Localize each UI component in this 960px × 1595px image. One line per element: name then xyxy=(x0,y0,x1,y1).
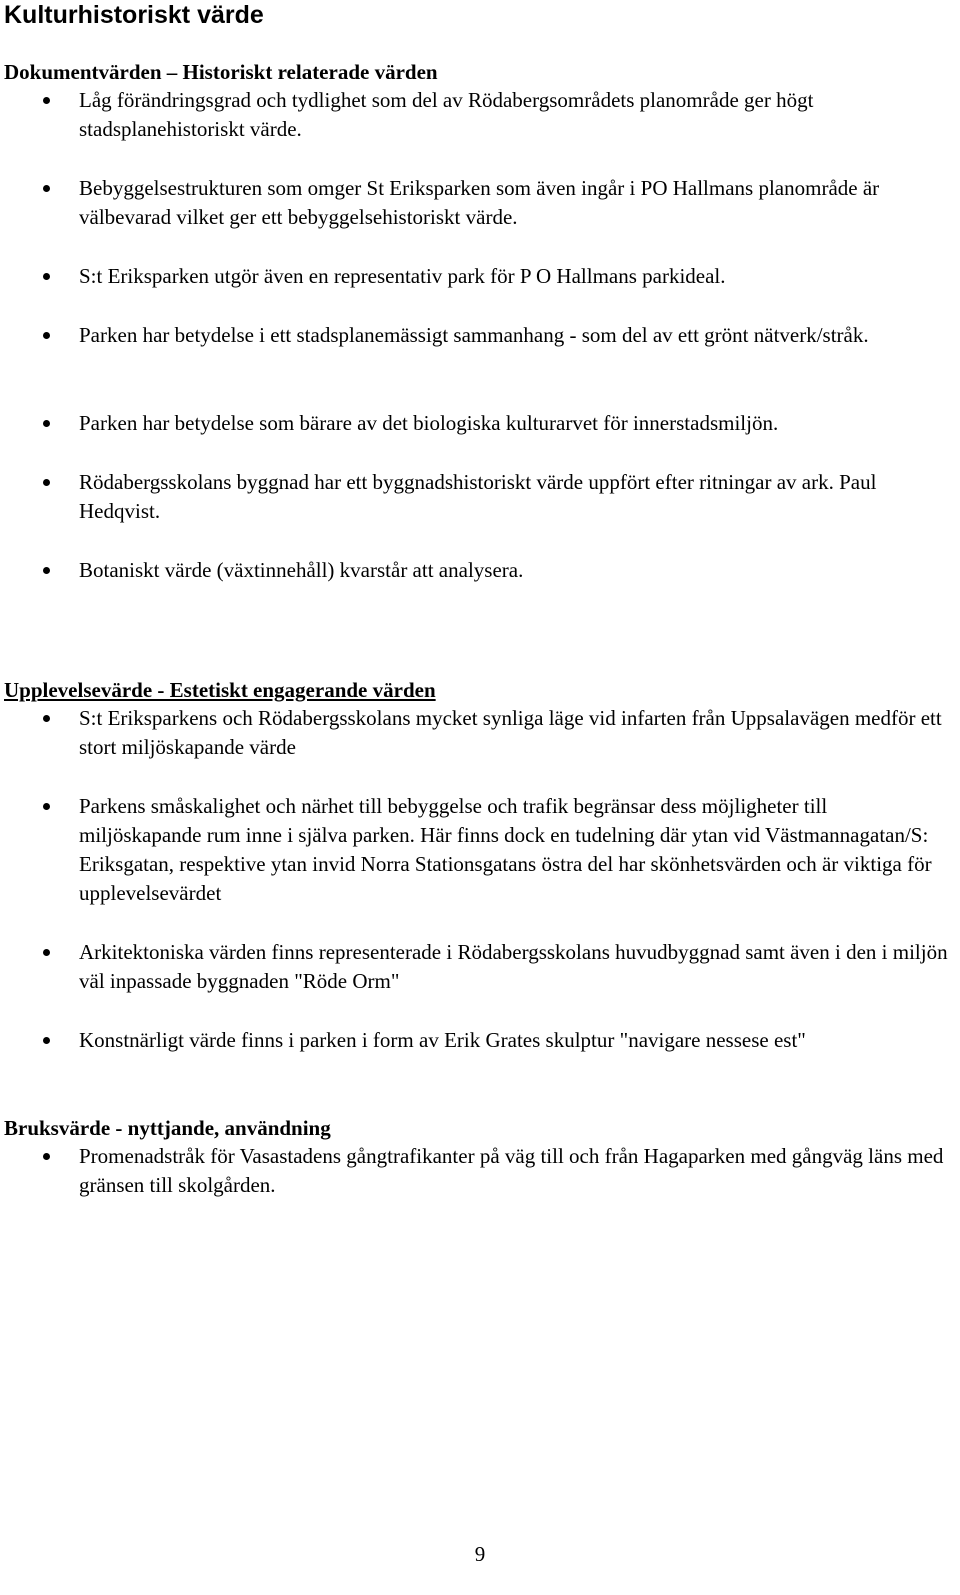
bullet-list xyxy=(4,704,954,1055)
list-item xyxy=(4,174,954,232)
list-item xyxy=(4,792,954,908)
list-item xyxy=(4,1142,954,1200)
section-heading: Bruksvärde - nyttjande, användning xyxy=(4,1116,331,1140)
list-item-text: Botaniskt värde (växtinnehåll) kvarstår att analysera. xyxy=(79,558,524,582)
page-number: 9 xyxy=(474,1542,486,1566)
list-item-text: Parkens småskalighet och närhet till bebyggelse och trafik begränsar dess möjligheter till miljöskapande rum inne i själva parken. Här finns dock en tudelning där ytan vid Västmannagatan/S: Eriksgatan, respektive ytan invid Norra Stationsgatans östra del har skönhetsvärden och är viktiga för upplevelsevärdet xyxy=(79,794,932,905)
list-item-text: Promenadstråk för Vasastadens gångtrafikanter på väg till och från Hagaparken med gångväg läns med gränsen till skolgården. xyxy=(79,1144,944,1197)
list-item-text: Arkitektoniska värden finns representerade i Rödabergsskolans huvudbyggnad samt även i den i miljön väl inpassade byggnaden "Röde Orm" xyxy=(79,940,948,993)
bullet-icon xyxy=(43,185,50,192)
bullet-icon xyxy=(43,715,50,722)
page-title: Kulturhistoriskt värde xyxy=(4,1,264,29)
section-dokumentvarden xyxy=(4,58,954,585)
section-upplevelsevarde xyxy=(4,676,954,1055)
bullet-icon xyxy=(43,567,50,574)
list-item-text: Konstnärligt värde finns i parken i form av Erik Grates skulptur "navigare nessese est" xyxy=(79,1028,806,1052)
bullet-icon xyxy=(43,332,50,339)
bullet-icon xyxy=(43,420,50,427)
list-item-text: Låg förändringsgrad och tydlighet som del av Rödabergsområdets planområde ger högt stadsplanehistoriskt värde. xyxy=(79,88,814,141)
section-heading: Dokumentvärden – Historiskt relaterade värden xyxy=(4,60,438,84)
section-bruksvarde xyxy=(4,1114,954,1200)
list-item xyxy=(4,262,954,291)
list-item-text: Parken har betydelse som bärare av det biologiska kulturarvet för innerstadsmiljön. xyxy=(79,411,779,435)
bullet-list xyxy=(4,1142,954,1200)
list-item xyxy=(4,468,954,526)
bullet-icon xyxy=(43,949,50,956)
list-item xyxy=(4,409,954,438)
list-item xyxy=(4,1026,954,1055)
list-item xyxy=(4,556,954,585)
bullet-list xyxy=(4,86,954,585)
bullet-icon xyxy=(43,1037,50,1044)
bullet-icon xyxy=(43,479,50,486)
list-item-text: Rödabergsskolans byggnad har ett byggnadshistoriskt värde uppfört efter ritningar av ark. Paul Hedqvist. xyxy=(79,470,877,523)
list-item xyxy=(4,938,954,996)
list-item-text: Parken har betydelse i ett stadsplanemässigt sammanhang - som del av ett grönt nätverk/stråk. xyxy=(79,323,869,347)
section-heading: Upplevelsevärde - Estetiskt engagerande värden xyxy=(4,678,436,702)
bullet-icon xyxy=(43,97,50,104)
bullet-icon xyxy=(43,1153,50,1160)
bullet-icon xyxy=(43,273,50,280)
list-item-text: S:t Eriksparken utgör även en representativ park för P O Hallmans parkideal. xyxy=(79,264,726,288)
list-item xyxy=(4,321,954,379)
list-item-text: Bebyggelsestrukturen som omger St Eriksparken som även ingår i PO Hallmans planområde är välbevarad vilket ger ett bebyggelsehistoriskt värde. xyxy=(79,176,880,229)
list-item xyxy=(4,704,954,762)
list-item xyxy=(4,86,954,144)
list-item-text: S:t Eriksparkens och Rödabergsskolans mycket synliga läge vid infarten från Uppsalavägen medför ett stort miljöskapande värde xyxy=(79,706,942,759)
bullet-icon xyxy=(43,803,50,810)
